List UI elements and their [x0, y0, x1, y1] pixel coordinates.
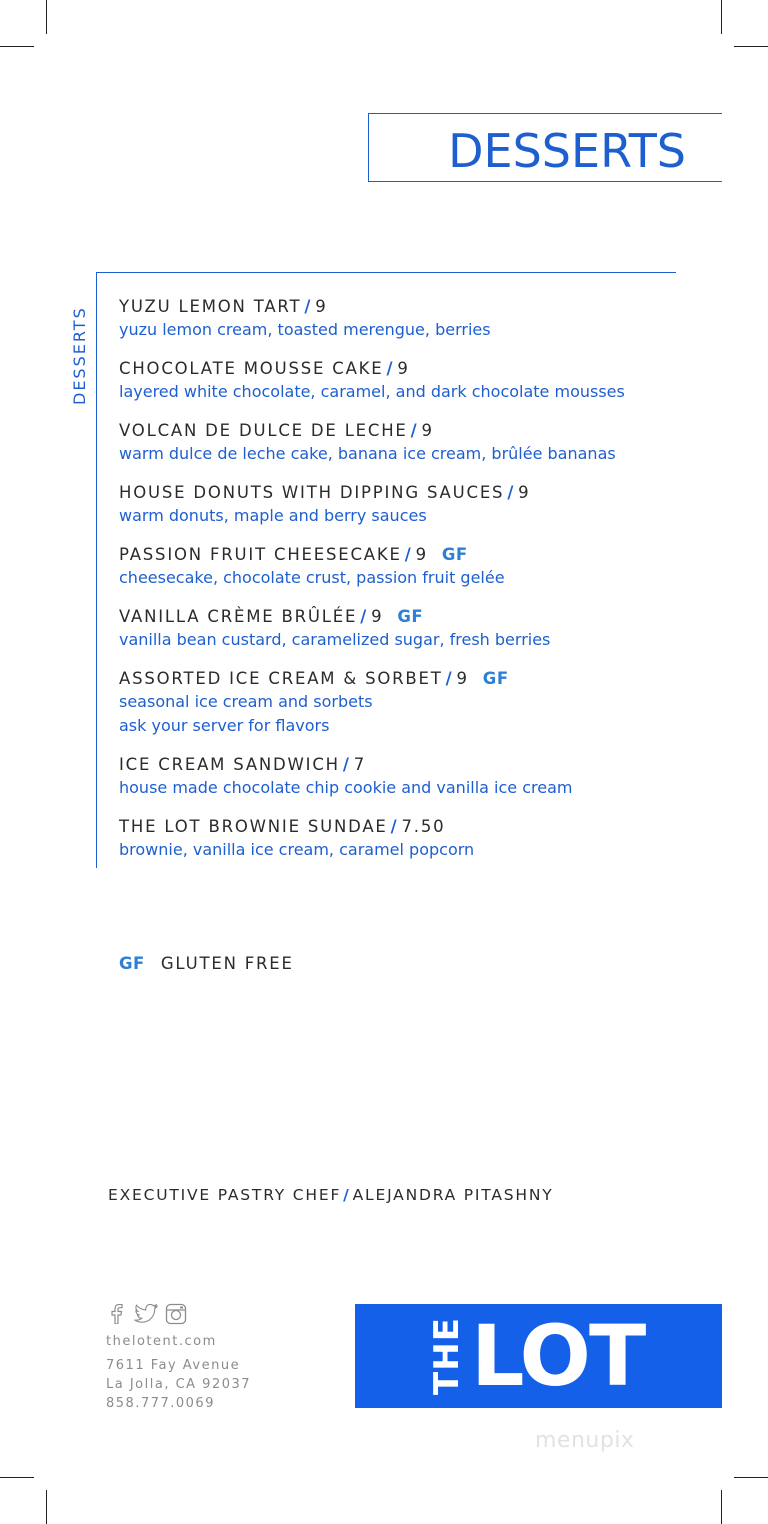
- menu-item-price: 9: [421, 421, 434, 440]
- menu-item-heading: [119, 296, 739, 318]
- menu-item: [119, 668, 739, 738]
- watermark: menupix: [535, 1428, 635, 1453]
- legend-label: GLUTEN FREE: [160, 954, 294, 973]
- menu-item-name: VOLCAN DE DULCE DE LECHE: [119, 421, 408, 440]
- website-link[interactable]: thelotent.com: [106, 1334, 217, 1349]
- gluten-free-badge: GF: [441, 545, 468, 564]
- separator-slash: /: [360, 607, 369, 626]
- menu-item-description: cheesecake, chocolate crust, passion fruit gelée: [119, 568, 505, 587]
- menu-item-description: brownie, vanilla ice cream, caramel popcorn: [119, 840, 475, 859]
- menu-item: [119, 358, 739, 404]
- menu-item-description: layered white chocolate, caramel, and dark chocolate mousses: [119, 382, 625, 401]
- menu-item: [119, 296, 739, 342]
- menu-item-description: house made chocolate chip cookie and vanilla ice cream: [119, 778, 573, 797]
- side-section-label: DESSERTS: [70, 306, 89, 405]
- menu-list: [119, 296, 739, 878]
- chef-title: EXECUTIVE PASTRY CHEF: [108, 1186, 342, 1204]
- menu-item-description: vanilla bean custard, caramelized sugar, fresh berries: [119, 630, 551, 649]
- gluten-free-badge: GF: [482, 669, 509, 688]
- separator-slash: /: [386, 359, 395, 378]
- separator-slash: /: [342, 755, 351, 774]
- the-lot-logo: [355, 1304, 722, 1408]
- instagram-icon[interactable]: [164, 1302, 188, 1326]
- address-line-1: 7611 Fay Avenue: [106, 1358, 241, 1373]
- phone-number: 858.777.0069: [106, 1396, 215, 1411]
- menu-item: [119, 544, 739, 590]
- menu-item-name: YUZU LEMON TART: [119, 297, 302, 316]
- menu-item-price: 9: [397, 359, 410, 378]
- menu-item-name: THE LOT BROWNIE SUNDAE: [119, 817, 388, 836]
- menu-item-price: 9: [315, 297, 328, 316]
- chef-name: ALEJANDRA PITASHNY: [352, 1186, 554, 1204]
- menu-item-price: 9: [371, 607, 384, 626]
- crop-mark: [721, 0, 722, 34]
- logo-lot-text: LOT: [471, 1307, 645, 1405]
- menu-item-description: ask your server for flavors: [119, 716, 330, 735]
- legend: [119, 954, 294, 973]
- logo-the-text: THE: [427, 1317, 467, 1395]
- social-links: [104, 1302, 188, 1326]
- separator-slash: /: [404, 545, 413, 564]
- menu-item-name: ASSORTED ICE CREAM & SORBET: [119, 669, 443, 688]
- menu-item-heading: [119, 816, 739, 838]
- frame-left-line: [96, 272, 97, 868]
- page-title: DESSERTS: [448, 124, 686, 178]
- crop-mark: [734, 1477, 768, 1478]
- chef-credit: [108, 1186, 554, 1204]
- menu-item-description: yuzu lemon cream, toasted merengue, berries: [119, 320, 491, 339]
- crop-mark: [721, 1490, 722, 1524]
- separator-slash: /: [390, 817, 399, 836]
- menu-item-price: 9: [456, 669, 469, 688]
- menu-item: [119, 420, 739, 466]
- twitter-icon[interactable]: [134, 1302, 158, 1326]
- legend-code: GF: [119, 954, 145, 973]
- separator-slash: /: [304, 297, 313, 316]
- menu-item-description: seasonal ice cream and sorbets: [119, 692, 373, 711]
- menu-item-price: 9: [415, 545, 428, 564]
- menu-item-description: warm dulce de leche cake, banana ice cream, brûlée bananas: [119, 444, 616, 463]
- menu-item-heading: [119, 358, 739, 380]
- frame-top-line: [96, 272, 676, 273]
- menu-item-description: warm donuts, maple and berry sauces: [119, 506, 427, 525]
- menu-item-heading: [119, 420, 739, 442]
- menu-item: [119, 816, 739, 862]
- menu-item: [119, 754, 739, 800]
- menu-item-heading: [119, 754, 739, 776]
- menu-item-name: CHOCOLATE MOUSSE CAKE: [119, 359, 384, 378]
- menu-item-name: VANILLA CRÈME BRÛLÉE: [119, 607, 358, 626]
- separator-slash: /: [343, 1186, 351, 1204]
- separator-slash: /: [410, 421, 419, 440]
- menu-item-name: PASSION FRUIT CHEESECAKE: [119, 545, 402, 564]
- title-box: [368, 113, 722, 182]
- crop-mark: [0, 1477, 34, 1478]
- facebook-icon[interactable]: [104, 1302, 128, 1326]
- menu-item-price: 9: [518, 483, 531, 502]
- menu-item-price: 7.50: [401, 817, 446, 836]
- crop-mark: [46, 1490, 47, 1524]
- gluten-free-badge: GF: [397, 607, 424, 626]
- menu-item-name: HOUSE DONUTS WITH DIPPING SAUCES: [119, 483, 505, 502]
- menu-item-heading: [119, 482, 739, 504]
- crop-mark: [46, 0, 47, 34]
- menu-item-heading: [119, 544, 739, 566]
- menu-item-heading: [119, 606, 739, 628]
- menu-item-heading: [119, 668, 739, 690]
- menu-item-price: 7: [353, 755, 367, 774]
- menu-item-name: ICE CREAM SANDWICH: [119, 755, 340, 774]
- address-line-2: La Jolla, CA 92037: [106, 1377, 252, 1392]
- crop-mark: [734, 46, 768, 47]
- separator-slash: /: [445, 669, 454, 688]
- crop-mark: [0, 46, 34, 47]
- separator-slash: /: [507, 483, 516, 502]
- menu-item: [119, 606, 739, 652]
- menu-item: [119, 482, 739, 528]
